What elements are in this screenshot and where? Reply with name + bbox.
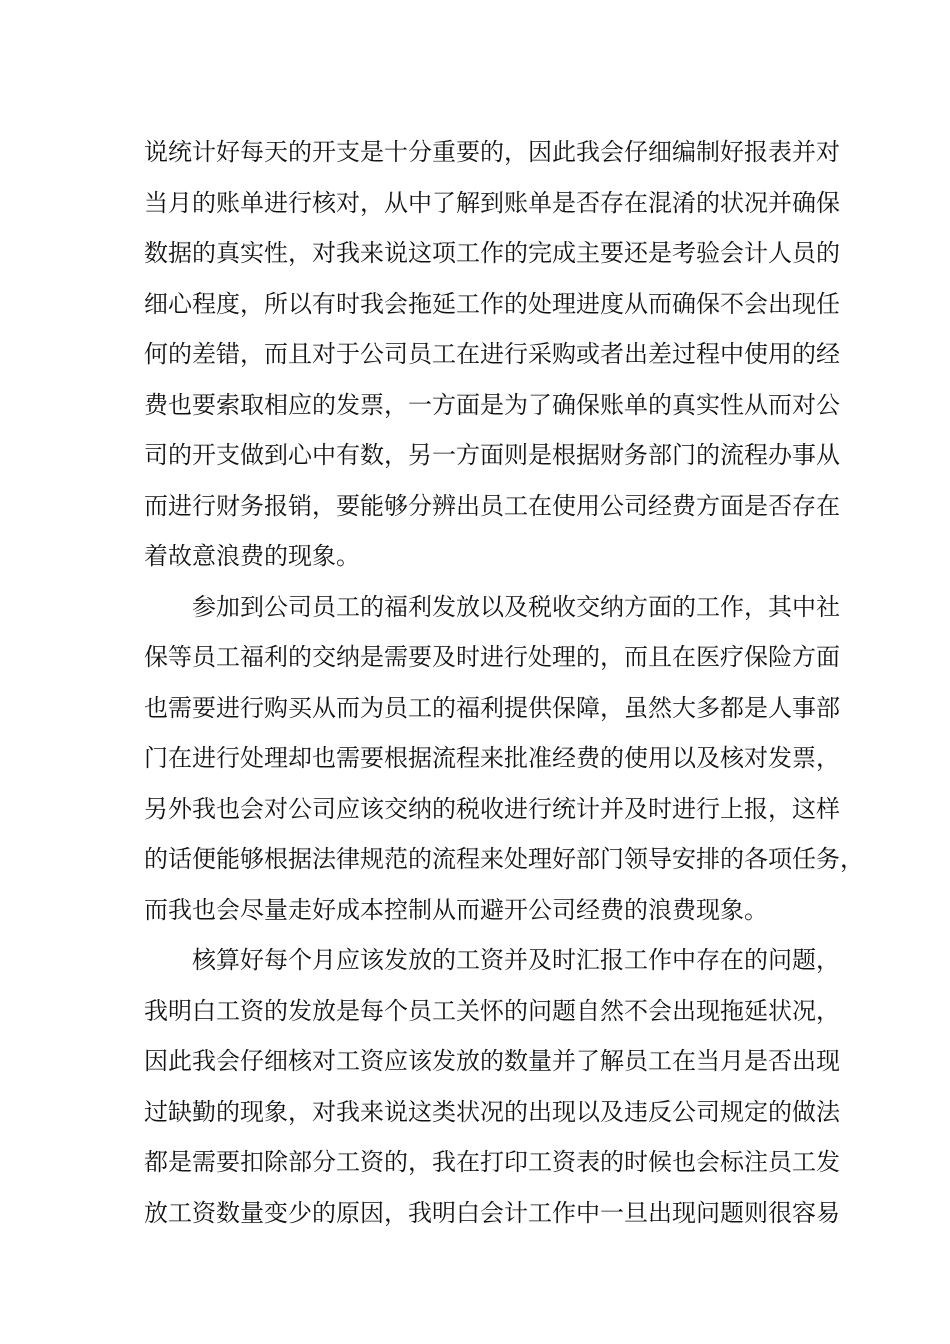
paragraph-3-line-4: 过缺勤的现象，对我来说这类状况的出现以及违反公司规定的做法 — [144, 1097, 840, 1126]
paragraph-2-line-6: 的话便能够根据法律规范的流程来处理好部门领导安排的各项任务， — [144, 845, 864, 873]
paragraph-2-line-7: 而我也会尽量走好成本控制从而避开公司经费的浪费现象。 — [144, 895, 768, 924]
paragraph-3-line-3: 因此我会仔细核对工资应该发放的数量并了解员工在当月是否出现 — [144, 1047, 840, 1075]
paragraph-1-line-4: 细心程度，所以有时我会拖延工作的处理进度从而确保不会出现任 — [144, 289, 840, 318]
paragraph-3-line-5: 都是需要扣除部分工资的，我在打印工资表的时候也会标注员工发 — [144, 1148, 840, 1176]
paragraph-2-line-5: 另外我也会对公司应该交纳的税收进行统计并及时进行上报，这样 — [144, 794, 840, 823]
paragraph-3-line-1: 核算好每个月应该发放的工资并及时汇报工作中存在的问题， — [192, 946, 840, 974]
paragraph-3-line-6: 放工资数量变少的原因，我明白会计工作中一旦出现问题则很容易 — [144, 1198, 840, 1227]
paragraph-2-line-2: 保等员工福利的交纳是需要及时进行处理的，而且在医疗保险方面 — [144, 643, 840, 671]
paragraph-1-line-2: 当月的账单进行核对，从中了解到账单是否存在混淆的状况并确保 — [144, 188, 840, 217]
paragraph-1-line-1: 说统计好每天的开支是十分重要的，因此我会仔细编制好报表并对 — [144, 138, 840, 166]
paragraph-1-line-7: 司的开支做到心中有数，另一方面则是根据财务部门的流程办事从 — [144, 441, 840, 469]
paragraph-2-line-3: 也需要进行购买从而为员工的福利提供保障，虽然大多都是人事部 — [144, 693, 840, 722]
paragraph-1-line-8: 而进行财务报销，要能够分辨出员工在使用公司经费方面是否存在 — [144, 491, 840, 520]
paragraph-3-line-2: 我明白工资的发放是每个员工关怀的问题自然不会出现拖延状况， — [144, 996, 840, 1025]
document-body — [144, 127, 864, 1238]
paragraph-1-line-6: 费也要索取相应的发票，一方面是为了确保账单的真实性从而对公 — [144, 390, 840, 419]
paragraph-2-line-1: 参加到公司员工的福利发放以及税收交纳方面的工作，其中社 — [192, 592, 840, 621]
paragraph-1-line-3: 数据的真实性，对我来说这项工作的完成主要还是考验会计人员的 — [144, 239, 840, 267]
paragraph-2-line-4: 门在进行处理却也需要根据流程来批准经费的使用以及核对发票， — [144, 744, 840, 772]
paragraph-1-line-5: 何的差错，而且对于公司员工在进行采购或者出差过程中使用的经 — [144, 340, 840, 368]
paragraph-1-line-9: 着故意浪费的现象。 — [144, 542, 360, 570]
